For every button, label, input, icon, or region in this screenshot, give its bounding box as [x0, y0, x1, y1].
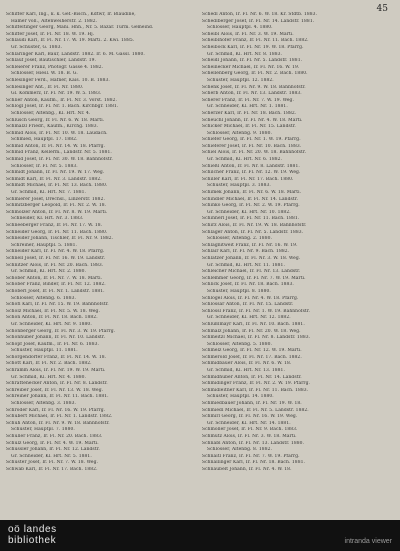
register-entry: Gr. Schmid, Kl. Hrt. Nr. 6. 1882.: [207, 157, 283, 163]
register-entry: Schmid Anton, Ir. Fl. Nr. 14. W. 18. Pfarrg.: [6, 143, 106, 149]
register-entry: Schlosser, Altenbg. 9. 1880.: [207, 130, 272, 136]
register-entry: Schlögel Alois, Ir. Fl. Nr. 4. W. 18. Pfarrg.: [202, 295, 299, 301]
register-entry: Schinnerl Josef, Ir. Fl. Nr. 11. Bach. 1881.: [202, 216, 300, 222]
register-entry: Schmutz Alois, Ir. Fl. Nr. 3. W. 18. Marti.: [202, 434, 297, 439]
register-entry: Schmierer Josef, Drechsl., Linzerstr. 1882.: [6, 196, 105, 202]
register-entry: Scheiblhofer Franz, Ir. Fl. Nr. 11. Bach. 1882.: [202, 38, 309, 44]
register-entry: Schuh Anton, Ir. Fl. Nr. 9. W. 18. Bahnhofstr.: [6, 420, 110, 426]
register-entry: Scherzer Karl, Ir. Fl. Nr. 18. Bach. 1882.: [202, 110, 297, 116]
register-entry: Schön Anton, Ir. Fl. Nr. 18. Bach. 1882.: [6, 315, 98, 321]
register-entry: Schlusch Georg, Ir. Fl. Nr. 6. W. 18. Marti.: [6, 117, 105, 123]
register-entry: Schmied, Hauptpl. 17. 1882.: [11, 137, 78, 143]
register-entry: Schmöller Josef, Ir. Fl. Nr. 9. Bach. 1883.: [202, 427, 298, 433]
register-entry: Gr. Schneider, Kl. Hrt. Nr. 9. 1880.: [11, 321, 92, 327]
register-entry: Schuster Josef, Ir. Fl. Nr. 7. W. 18. Weg.: [6, 460, 99, 466]
register-entry: Schneider Karl, Ir. Fl. Nr. 4. W. 18. Pfarrg.: [6, 249, 105, 255]
register-entry: Schramm Alois, Ir. Fl. Nr. 19. W. 19. Marti.: [6, 368, 106, 374]
register-entry: Schlosser, Hiesl. W. 18. B. G.: [11, 71, 78, 77]
register-entry: Schlesinger Ant., Ir. Fl. Nr. 1880.: [6, 84, 84, 90]
register-entry: Schlaudi Karl, Ir. Fl. Nr. 17. W. 19. Marti. 2. Kwi. 1885.: [6, 38, 135, 44]
register-entry: Scholz Michael, Ir. Fl. Nr. 5. W. 18. Weg.: [6, 308, 100, 314]
register-entry: Schicker Michael, Ir. Fl. Nr. 15. Landstr.: [202, 124, 296, 130]
register-entry: Schenk Josef, Ir. Fl. Nr. 9. W. 18. Bahnhofstr.: [202, 84, 306, 90]
register-entry: Schlosser, Altenbg. 6. 1883.: [11, 295, 76, 301]
register-entry: Schuster, Hauptpl. 3. 1883.: [207, 183, 271, 189]
register-entry: Schneeberger Franz, Ir. Fl. Nr. 17. W. 18.: [6, 223, 103, 228]
register-entry: Schlosser, Altenbg. 8. 1882.: [207, 447, 272, 453]
register-entry: Schmelz Georg, Ir. Fl. Nr. 12. W. 19. Marti.: [202, 348, 302, 354]
register-entry: Gr. Schmid, Kl. Hrt. Nr. 8. 1883.: [207, 51, 283, 57]
register-entry: Schwab Karl, Ir. Fl. Nr. 17. Bach. 1882.: [6, 466, 98, 472]
register-entry: Gr. Schneider, Kl. Hrt. Nr. 10. 1882.: [207, 209, 291, 215]
logo-line-1: oö landes: [8, 524, 57, 535]
viewer-label: intranda viewer: [344, 538, 392, 545]
register-entry: Schiller Karl, Ir. Fl. Nr. 17. Bach. 1880.: [202, 176, 294, 182]
register-entry: Schmid Alois, Ir. Fl. Nr. 10. W. 18. Laudach.: [6, 130, 108, 136]
register-entry: Schmiedbauer Johann, Ir. Fl. Nr. 19. W. 18.: [202, 401, 302, 407]
register-entry: Schmiedl Michael, Ir. Fl. Nr. 5. Landstr. 1882.: [202, 407, 309, 413]
register-entry: Schmidinger Franz, Ir. Fl. Nr. 2. W. 19. Pfarrg.: [202, 381, 311, 387]
register-entry: Schlaringer Karl, Baur, Landstr. 1882. Ir. 6. M. Gässl. 1880.: [6, 51, 145, 57]
register-entry: Schröder Karl, Ir. Fl. Nr. 16. W. 19. Pfarrg.: [6, 407, 106, 413]
register-entry: Schirz Alois, Ir. Fl. Nr. 19. W. 18. Bahnhofstr.: [202, 223, 307, 228]
register-entry: Scheinecker Michael, Ir. Fl. Nr. 16. W. 19.: [202, 64, 300, 70]
register-entry: Schuster, Hauptpl. 14. 1880.: [207, 394, 274, 400]
register-entry: Schedl Anton, Ir. Fl. Nr. 6. W. 18. Kr. Stdtb. 1883.: [202, 12, 318, 17]
register-entry: Schiefer Georg, Ir. Fl. Nr. 1. W. 19. Pfarrg.: [202, 137, 301, 143]
register-entry: Schmitzberger Leopold, Ir. Fl. Nr. 2. W. 18.: [6, 203, 107, 209]
register-entry: Schneider Georg, Ir. Fl. Nr. 11. Bach. 1880.: [6, 229, 108, 235]
register-entry: Schober Anton, Ir. Fl. Nr. 7. W. 18. Marti.: [6, 275, 103, 281]
register-entry: Schnaubelt Johann, Ir. Fl. Nr. 4. W. 18.: [202, 466, 292, 472]
register-entry: Schuster, Hauptpl. 12. 1882.: [207, 77, 274, 83]
register-entry: Schmid Franz, Kellerm., Landstr. Nr. 5. 1881.: [6, 150, 112, 156]
library-logo[interactable]: [8, 524, 57, 546]
register-entry: Schneider, Kl. Hrt. Nr. 3. 1883.: [11, 216, 84, 222]
register-entry: Schmerold Josef, Ir. Fl. Nr. 17. Bach. 1882.: [202, 354, 302, 360]
register-entry: Schmeitzl Michael, Ir. Fl. Nr. 8. Landstr. 1883.: [202, 335, 311, 341]
register-entry: Schlosser, Ir. Fl. Nr. 5. 1883.: [11, 163, 78, 169]
register-entry: Schlossar Anton, Ir. Fl. Nr. 15. Landstr.: [202, 302, 294, 308]
register-entry: Schubert Michael, Ir. Fl. Nr. 1. Landstr. 1882.: [6, 414, 113, 420]
register-entry: Schlauf Josef, Bautischler, Landstr. 19.: [6, 58, 97, 64]
register-entry: Gr. Schneider, Kl. Hrt. Nr. 12. 1882.: [207, 315, 291, 321]
register-entry: Schinko Georg, Ir. Fl. Nr. 2. W. 19. Pfarrg.: [202, 203, 300, 209]
register-entry: Schmalzl Friedr., Kaufm., Kirchg. 1883.: [6, 124, 99, 130]
register-entry: Schiffeltinger Georg, Mani. Hhh., Nr. 5. Bazar. Turm. Gemeind.: [6, 25, 154, 31]
register-entry: Schober Franz, Binder, Ir. Fl. Nr. 12. 1882.: [6, 282, 106, 288]
register-entry: Schöberl Josef, Ir. Fl. Nr. 1. Landstr. 1881.: [6, 288, 105, 294]
register-entry: Schleierer Franz, Photogr. Gasse 4. 1882.: [6, 64, 104, 70]
register-entry: Schuster, Hauptpl. 7. 1880.: [11, 427, 75, 433]
register-entry: Schlössl Franz, Ir. Fl. Nr. 1. W. 19. Bahnhofstr.: [202, 308, 310, 314]
register-entry: Schlosser, Hauptpl. 4. 1880.: [207, 25, 273, 31]
register-entry: Schieferer Josef, Ir. Fl. Nr. 10. Bach. 1883.: [202, 143, 302, 149]
register-entry: Schedlberger Josef, Ir. Fl. Nr. 14. Landstr. 1881.: [202, 18, 315, 24]
register-entry: Schlosser, Altenbg. 3. 1883.: [11, 401, 76, 407]
register-entry: Gr. Schmid, Kl. Hrt. Nr. 11. 1881.: [207, 262, 285, 268]
register-entry: Schulz Georg, Ir. Fl. Nr. 4. W. 19. Marti.: [6, 440, 99, 446]
register-entry: Scherb Anton, Ir. Fl. Nr. 13. Landstr. 1883.: [202, 91, 302, 97]
register-entry: Schopf Josef, Kaufm., Ir. Fl. Nr. 6. 1883.: [6, 341, 99, 347]
register-entry: Schmirl Georg, Ir. Fl. Nr. 16. W. 19. Weg.: [202, 414, 298, 420]
register-entry: Schuller Franz, Ir. Fl. Nr. 20. Bach. 1883.: [6, 434, 103, 439]
register-entry: Schnitzer Alois, Ir. Fl. Nr. 20. Bach. 1883.: [6, 262, 104, 268]
logo-line-2: bibliothek: [8, 535, 57, 546]
page-number: 45: [376, 4, 388, 14]
register-entry: Schiffer Karl, Ing., k. k. Gef.-Bisch., Kdtwr, Ir. Blaudine,: [6, 12, 136, 17]
register-entry: Schlüßlmayr Karl, Ir. Fl. Nr. 10. Bach. 1881.: [202, 321, 305, 327]
register-entry: Schlick Josef, Ir. Fl. Nr. 18. Bach. 1883.: [202, 282, 294, 288]
register-entry: Schilcher Franz, Ir. Fl. Nr. 12. W. 19. Weg.: [202, 170, 301, 176]
register-entry: Schreiner, Hauptpl. 5. 1881.: [11, 242, 78, 248]
register-entry: Gr. Schmid, Kl. Hrt. Nr. 2. 1880.: [11, 269, 87, 275]
register-entry: Schönberger Georg, Ir. Fl. Nr. 3. W. 19. Pfarrg.: [6, 328, 116, 334]
register-entry: Schüssler Johann, Ir. Fl. Nr. 12. Landstr.: [6, 447, 100, 453]
register-entry: Schlagnitweit Franz, Ir. Fl. Nr. 16. W. 19.: [202, 242, 298, 248]
register-entry: Schörgendorfer Franz, Ir. Fl. Nr. 14. W. 18.: [6, 354, 107, 360]
register-entry: Scheibl Alois, Ir. Fl. Nr. 3. W. 19. Marti.: [202, 31, 294, 37]
register-entry: Scheiböck Karl, Ir. Fl. Nr. 19. W. 18. Pfarrg.: [202, 44, 304, 50]
register-entry: Schmidleitner Karl, Ir. Fl. Nr. 11. Bach. 1883.: [202, 387, 309, 393]
viewer-footer: [0, 520, 400, 551]
register-entry: Gr. Schmid, Kl. Hrt. Nr. 7. 1881.: [11, 190, 87, 196]
register-entry: Schuster, Hauptpl. 8. 1880.: [207, 288, 271, 294]
register-entry: Schott Karl, Ir. Fl. Nr. 2. Bach. 1882.: [6, 361, 92, 367]
register-entry: Schmid Josef, Ir. Fl. Nr. 30. W. 18. Bahnhofstr.: [6, 157, 113, 163]
register-entry: Schlosser, Altenbg., Kl. Hrt. Nr. 4.: [11, 110, 91, 116]
register-entry: Scheidl Johann, Ir. Fl. Nr. 5. Landstr. 1881.: [202, 58, 303, 64]
register-entry: Schrattenecker Anton, Ir. Fl. Nr. 8. Landstr.: [6, 381, 108, 387]
register-entry: Schlier Anton, Kaufm., Ir. Fl. Nr. 3. Vorst. 1882.: [6, 97, 118, 103]
register-entry: Schmalz Johann, Ir. Fl. Nr. 20. W. 18. Weg.: [202, 328, 301, 334]
register-entry: Schöfl Karl, Ir. Fl. Nr. 15. W. 19. Bahnhofstr.: [6, 302, 109, 308]
register-entry: Schlemmer Georg, Ir. Fl. Nr. 7. W. 19. Marti.: [202, 275, 306, 281]
register-entry: Schmidbauer Alois, Ir. Fl. Nr. 6. W. 18.: [202, 361, 292, 367]
register-entry: Schreiner Johann, Ir. Fl. Nr. 11. Bach. 1881.: [6, 394, 109, 400]
right-column: [202, 12, 394, 512]
register-entry: Gr. Schneider, Kl. Hrt. Nr. 5. 1881.: [11, 453, 92, 459]
register-entry: Schmidt Michael, Ir. Fl. Nr. 13. Bach. 1880.: [6, 183, 108, 189]
register-entry: Schuster, Hauptpl. 11. 1881.: [11, 348, 78, 354]
register-entry: Schnaitl Franz, Ir. Fl. Nr. 7. W. 19. Pfarrg.: [202, 453, 300, 459]
register-entry: Schlatzer Johann, Ir. Fl. Nr. 3. W. 18. Weg.: [202, 255, 301, 261]
register-entry: Schlosser, Altenbg. 2. 1880.: [207, 236, 272, 242]
register-entry: Schreiber Josef, Ir. Fl. Nr. 13. W. 18. Weg.: [6, 387, 104, 393]
register-entry: Schnabl Anton, Ir. Fl. Nr. 13. Landstr. 1880.: [202, 440, 305, 446]
left-column: [6, 12, 196, 512]
register-entry: Gr. Schneider, Kl. Hrt. Nr. 1. 1881.: [207, 104, 288, 110]
register-entry: Schlager Anton, Ir. Fl. Nr. 5. Landstr. 1883.: [202, 229, 304, 235]
register-entry: Scheuchl Johann, Ir. Fl. Nr. 4. W. 18. Marti.: [202, 117, 303, 123]
register-entry: Scherer Franz, Ir. Fl. Nr. 7. W. 19. Weg.: [202, 97, 294, 103]
register-entry: Schlosser, Altenbg. 5. 1880.: [207, 341, 272, 347]
register-entry: Schmidt Karl, Ir. Fl. Nr. 3. Landstr. 1882.: [6, 176, 102, 182]
register-entry: Schellenberg Georg, Ir. Fl. Nr. 2. Bach. 1880.: [202, 71, 308, 77]
register-entry: Schönhuber Johann, Ir. Fl. Nr. 10. Landstr.: [6, 335, 106, 341]
register-entry: Schimek Johann, Ir. Fl. Nr. 6. W. 18. Marti.: [202, 190, 302, 196]
register-entry: Gr. Schuster, G. 1883.: [11, 44, 62, 50]
register-entry: Schmidt Johann, Ir. Fl. Nr. 19. W. 17. Weg.: [6, 170, 105, 176]
register-entry: Schmidhuber Anton, Ir. Fl. Nr. 14. Landstr.: [202, 374, 302, 380]
register-entry: Schindler Michael, Ir. Fl. Nr. 14. Landstr.: [202, 196, 298, 202]
register-entry: Schießl Anton, Ir. Fl. Nr. 8. Landstr. 1881.: [202, 163, 300, 169]
register-entry: Schnallinger Karl, Ir. Fl. Nr. 18. Bach. 1881.: [202, 460, 305, 466]
register-entry: Gr. Schneider, Kl. Hrt. Nr. 14. 1881.: [207, 420, 291, 426]
register-entry: Schnell Josef, Ir. Fl. Nr. 16. W. 19. Landstr.: [6, 255, 106, 261]
register-entry: Gl. Kommerz, Ir. Fl. Nr. 19. W. 5. 1883.: [11, 91, 102, 97]
register-entry: Schlair Karl, Ir. Fl. Nr. 9. Bach. 1882.: [202, 249, 290, 255]
register-entry: Hamer voll., Altenweiherstr. 2. 1882.: [11, 18, 98, 24]
register-entry: Gr. Schmid, Kl. Hrt. Nr. 4. 1880.: [11, 374, 87, 380]
register-entry: Gr. Schmid, Kl. Hrt. Nr. 13. 1881.: [207, 368, 285, 374]
register-entry: Schmölzer Anton, Ir. Fl. Nr. 8. W. 19. Marti.: [6, 209, 108, 215]
register-entry: Schneider Johann, Tischler, Ir. Fl. Nr. 9. 1882.: [6, 236, 114, 242]
register-entry: Schiel Alois, Ir. Fl. Nr. 20. W. 18. Bahnhofstr.: [202, 150, 307, 156]
logo-text: [8, 524, 57, 546]
register-entry: Schlögl Josef, Ir. Fl. Nr. 1. Bach. Kirchbgr. 1881.: [6, 104, 119, 110]
register-entry: Schiffer Josef, Ir. Fl. Nr. 18. W. 19. Hj.: [6, 31, 95, 37]
register-entry: Schlesinger Ferd., Hafner, Kais. 10. B. 1883.: [6, 77, 110, 83]
register-entry: Schleicher Michael, Ir. Fl. Nr. 13. Landstr.: [202, 269, 301, 275]
